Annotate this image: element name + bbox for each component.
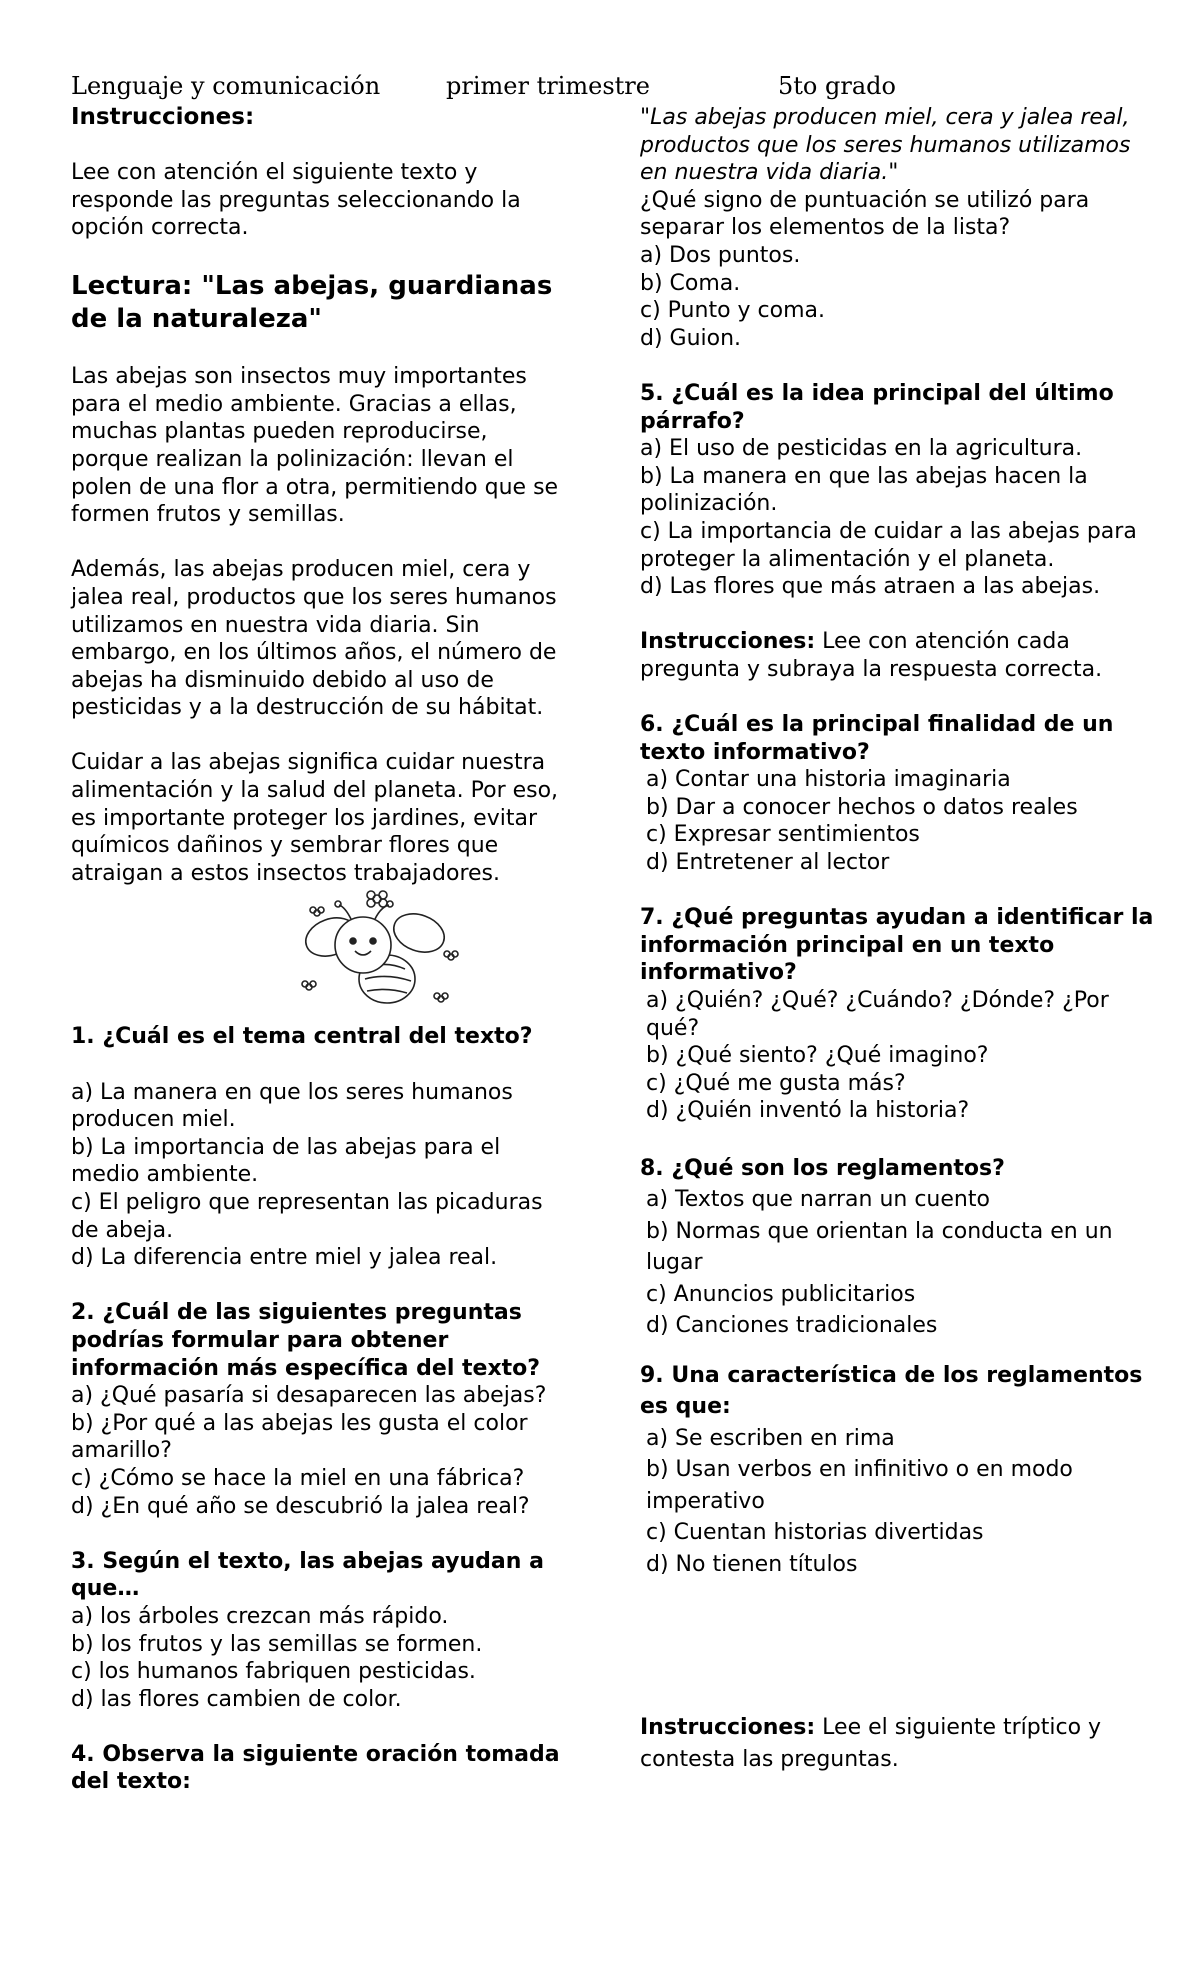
q2-option-a[interactable]: a) ¿Qué pasaría si desaparecen las abejas?: [71, 1383, 547, 1409]
right-column: [640, 104, 1155, 1775]
q6-question: 6. ¿Cuál es la principal finalidad de un texto informativo?: [640, 712, 1114, 765]
left-column: [71, 104, 571, 1796]
q2-option-d[interactable]: d) ¿En qué año se descubrió la jalea real?: [71, 1493, 530, 1519]
header-subject: Lenguaje y comunicación: [71, 72, 381, 100]
bee-illustration: [71, 887, 571, 1023]
instructions-3-label: Instrucciones:: [640, 1715, 816, 1741]
q3-option-b[interactable]: b) los frutos y las semillas se formen.: [71, 1631, 483, 1657]
q3-option-a[interactable]: a) los árboles crezcan más rápido.: [71, 1603, 449, 1629]
q4-option-c[interactable]: c) Punto y coma.: [640, 298, 825, 324]
instructions-2-label: Instrucciones:: [640, 629, 816, 655]
q1-option-d[interactable]: d) La diferencia entre miel y jalea real.: [71, 1245, 498, 1271]
reading-paragraph-3: Cuidar a las abejas significa cuidar nuestra alimentación y la salud del planeta. Por eso, es importante proteger los jardines, evitar químicos dañinos y sembrar flores que atraigan a estos insectos trabajadores.: [71, 750, 559, 886]
reading-title: Lectura: "Las abejas, guardianas de la naturaleza": [71, 270, 553, 334]
q4-question: 4. Observa la siguiente oración tomada del texto:: [71, 1741, 560, 1795]
q7-question: 7. ¿Qué preguntas ayudan a identificar la información principal en un texto informativo?: [640, 905, 1154, 986]
q8-question: 8. ¿Qué son los reglamentos?: [640, 1155, 1005, 1181]
q5-option-d[interactable]: d) Las flores que más atraen a las abejas.: [640, 574, 1101, 600]
q1-option-a[interactable]: a) La manera en que los seres humanos producen miel.: [71, 1079, 513, 1133]
q1-option-c[interactable]: c) El peligro que representan las picaduras de abeja.: [71, 1190, 543, 1243]
q6-option-b[interactable]: b) Dar a conocer hechos o datos reales: [646, 794, 1078, 820]
q9-question: 9. Una característica de los reglamentos es que:: [640, 1362, 1143, 1420]
instructions-3-block: [640, 1712, 1155, 1775]
q5-option-c[interactable]: c) La importancia de cuidar a las abejas para proteger la alimentación y el planeta.: [640, 518, 1137, 572]
q9-option-a[interactable]: a) Se escriben en rima: [646, 1425, 895, 1451]
q7-option-b[interactable]: b) ¿Qué siento? ¿Qué imagino?: [646, 1043, 989, 1069]
q6-option-a[interactable]: a) Contar una historia imaginaria: [646, 767, 1011, 793]
q8-block: [640, 1153, 1155, 1342]
q9-block: [640, 1360, 1155, 1581]
q4-option-a[interactable]: a) Dos puntos.: [640, 242, 801, 268]
q8-option-a[interactable]: a) Textos que narran un cuento: [646, 1187, 990, 1213]
header-grade: 5to grado: [778, 72, 896, 100]
q2-option-c[interactable]: c) ¿Cómo se hace la miel en una fábrica?: [71, 1465, 525, 1491]
reading-paragraph-2: Además, las abejas producen miel, cera y jalea real, productos que los seres humanos utilizamos en nuestra vida diaria. Sin embargo, en los últimos años, el número de abejas ha disminuido debido al uso de pesticidas y a la destrucción de su hábitat.: [71, 557, 557, 721]
q5-option-b[interactable]: b) La manera en que las abejas hacen la polinización.: [640, 463, 1088, 517]
q3-option-d[interactable]: d) las flores cambien de color.: [71, 1686, 402, 1712]
q5-option-a[interactable]: a) El uso de pesticidas en la agricultura.: [640, 436, 1083, 462]
q3-option-c[interactable]: c) los humanos fabriquen pesticidas.: [71, 1659, 476, 1685]
page-header: [71, 72, 1071, 104]
q1-option-b[interactable]: b) La importancia de las abejas para el medio ambiente.: [71, 1134, 501, 1188]
q2-option-b[interactable]: b) ¿Por qué a las abejas les gusta el color amarillo?: [71, 1410, 528, 1464]
q7-option-c[interactable]: c) ¿Qué me gusta más?: [646, 1070, 906, 1096]
q6-option-c[interactable]: c) Expresar sentimientos: [646, 822, 920, 848]
q4-option-d[interactable]: d) Guion.: [640, 325, 742, 351]
instructions-2: [640, 628, 1155, 683]
q4-quote: "Las abejas producen miel, cera y jalea real, productos que los seres humanos utilizamos en nuestra vida diaria.": [640, 105, 1131, 186]
q8-option-b[interactable]: b) Normas que orientan la conducta en un lugar: [646, 1218, 1113, 1276]
instructions-2-text: Lee con atención cada pregunta y subraya la respuesta correcta.: [640, 629, 1103, 682]
instructions-3: [640, 1712, 1155, 1775]
q4-prompt: ¿Qué signo de puntuación se utilizó para separar los elementos de la lista?: [640, 187, 1090, 241]
q7-option-a[interactable]: a) ¿Quién? ¿Qué? ¿Cuándo? ¿Dónde? ¿Por qué?: [646, 988, 1109, 1041]
q7-option-d[interactable]: d) ¿Quién inventó la historia?: [646, 1098, 970, 1124]
q1-question: 1. ¿Cuál es el tema central del texto?: [71, 1024, 533, 1050]
q2-question: 2. ¿Cuál de las siguientes preguntas podrías formular para obtener información más específica del texto?: [71, 1300, 541, 1381]
instructions-title: Instrucciones:: [71, 104, 255, 130]
q5-question: 5. ¿Cuál es la idea principal del último párrafo?: [640, 380, 1114, 434]
reading-paragraph-1: Las abejas son insectos muy importantes para el medio ambiente. Gracias a ellas, muchas plantas pueden reproducirse, porque realizan la polinización: llevan el polen de una flor a otra, permitiendo que se formen frutos y semillas.: [71, 364, 559, 528]
instructions-text: Lee con atención el siguiente texto y responde las preguntas seleccionando la opción correcta.: [71, 160, 521, 241]
q4-option-b[interactable]: b) Coma.: [640, 270, 741, 296]
bee-icon: [291, 887, 461, 1019]
q9-option-b[interactable]: b) Usan verbos en infinitivo o en modo imperativo: [646, 1457, 1073, 1514]
q6-option-d[interactable]: d) Entretener al lector: [646, 850, 890, 876]
instructions-3-text: Lee el siguiente tríptico y contesta las preguntas.: [640, 1715, 1102, 1772]
q9-option-c[interactable]: c) Cuentan historias divertidas: [646, 1520, 984, 1546]
header-term: primer trimestre: [446, 72, 650, 100]
q9-option-d[interactable]: d) No tienen títulos: [646, 1551, 858, 1577]
q8-option-d[interactable]: d) Canciones tradicionales: [646, 1313, 938, 1339]
q3-question: 3. Según el texto, las abejas ayudan a que…: [71, 1548, 544, 1602]
q8-option-c[interactable]: c) Anuncios publicitarios: [646, 1281, 916, 1307]
